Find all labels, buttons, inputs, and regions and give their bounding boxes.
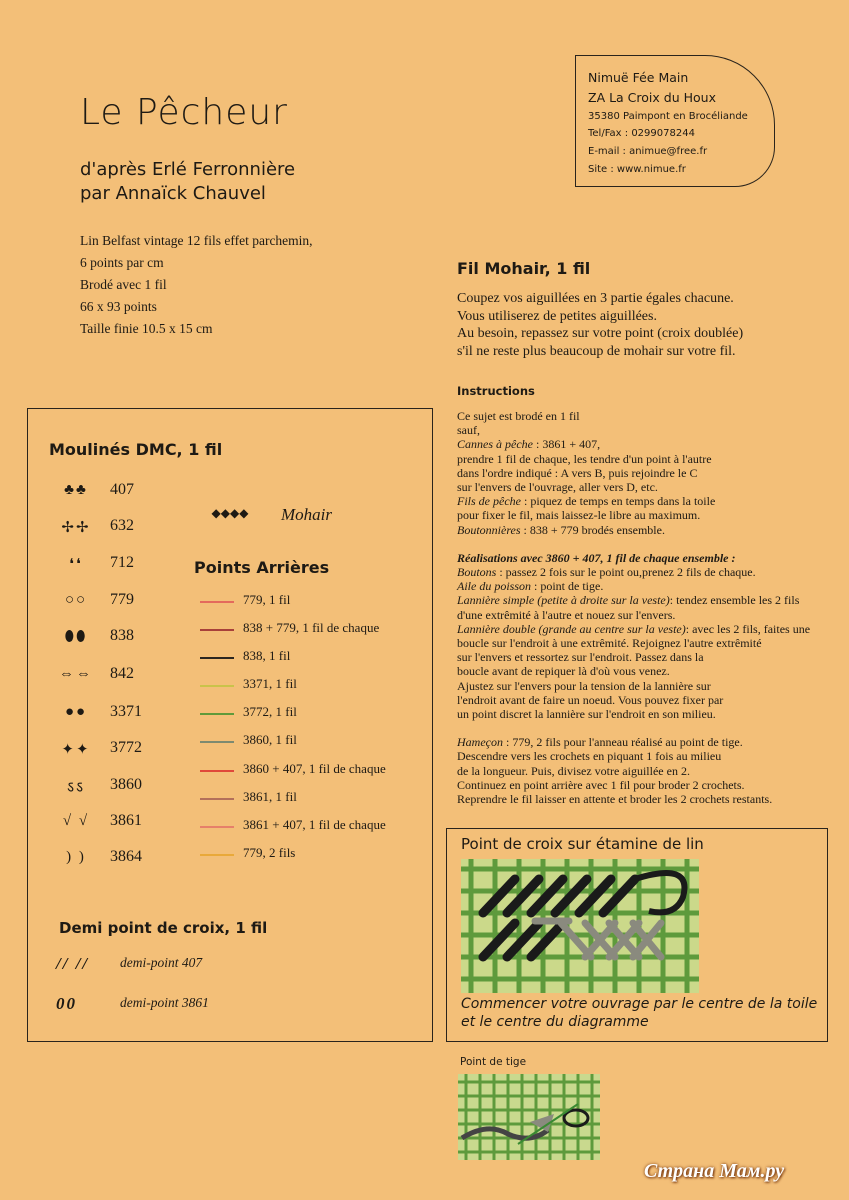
symbol-club: ♣♣ <box>64 482 88 498</box>
code-838: 838 <box>110 627 134 644</box>
instr-line: de la longueur. Puis, divisez votre aiguillée en 2. <box>457 763 690 778</box>
symbol-dot: ●● <box>64 704 88 720</box>
instr-line: prendre 1 fil de chaque, les tendre d'un point à l'autre <box>457 451 712 466</box>
instr-text: : tendez ensemble les 2 fils <box>669 593 800 608</box>
backstitch-title: Points Arrières <box>194 558 330 577</box>
symbol-oval: ⬮⬮ <box>64 629 88 645</box>
backstitch-label: 838, 1 fil <box>243 648 291 663</box>
backstitch-line <box>200 798 234 800</box>
page-title: Le Pêcheur <box>80 92 288 133</box>
address-name: Nimuë Fée Main <box>588 70 689 85</box>
address-street: ZA La Croix du Houx <box>588 90 716 105</box>
instr-label: Hameçon <box>457 735 503 750</box>
instr-subheading: Réalisations avec 3860 + 407, 1 fil de chaque ensemble : <box>457 550 736 565</box>
backstitch-line <box>200 713 234 715</box>
code-779: 779 <box>110 591 134 608</box>
subtitle-line: par Annaïck Chauvel <box>80 183 266 204</box>
instr-line: boucle sur l'endroit à une extrêmité. Rejoignez l'autre extrêmité <box>457 636 762 651</box>
address-box <box>575 55 775 187</box>
instr-line: l'endroit avant de faire un noeud. Vous pouvez fixer par <box>457 692 724 707</box>
demi-title: Demi point de croix, 1 fil <box>59 919 268 937</box>
mohair-label: Mohair <box>281 505 332 524</box>
symbol-star: ✦✦ <box>61 742 91 758</box>
instr-line <box>457 551 837 565</box>
backstitch-line <box>200 685 234 687</box>
fabric-line: Brodé avec 1 fil <box>80 277 167 292</box>
code-632: 632 <box>110 517 134 534</box>
instr-line <box>457 579 837 593</box>
mohair-text <box>457 290 827 360</box>
legend-title: Moulinés DMC, 1 fil <box>49 440 223 459</box>
demi-slash-icon: // // <box>56 954 90 973</box>
backstitch-line <box>200 826 234 828</box>
code-3371: 3371 <box>110 703 142 720</box>
code-842: 842 <box>110 665 134 682</box>
instr-line: sauf, <box>457 423 480 438</box>
instr-line <box>457 565 837 579</box>
code-3772: 3772 <box>110 739 142 756</box>
symbol-s: ऽऽ <box>66 780 85 796</box>
fabric-line: 6 points par cm <box>80 255 164 270</box>
backstitch-label: 3861, 1 fil <box>243 789 297 804</box>
instr-line: sur l'envers et ressortez sur l'endroit. Passez dans la <box>457 650 704 665</box>
instr-text: : 779, 2 fils pour l'anneau réalisé au point de tige. <box>502 735 743 750</box>
instr-text: : 838 + 779 brodés ensemble. <box>520 522 665 537</box>
backstitch-label: 3861 + 407, 1 fil de chaque <box>243 817 386 832</box>
demi-label: demi-point 3861 <box>120 995 209 1010</box>
backstitch-line <box>200 741 234 743</box>
symbol-circle: ○○ <box>64 592 88 608</box>
symbol-check: √ √ <box>62 813 90 829</box>
caption-line: et le centre du diagramme <box>461 1014 649 1030</box>
instr-label: Boutonnières <box>457 522 521 537</box>
instr-line: pour fixer le fil, mais laissez-le libre au maximum. <box>457 508 701 523</box>
cross-stitch-title: Point de croix sur étamine de lin <box>461 835 704 853</box>
symbol-drop: ❛❛ <box>69 557 83 573</box>
code-3861: 3861 <box>110 812 142 829</box>
subtitle <box>80 158 295 206</box>
backstitch-line <box>200 601 234 603</box>
instr-label: Boutons <box>457 565 497 580</box>
cross-stitch-caption <box>461 995 817 1031</box>
fabric-info <box>80 230 313 340</box>
backstitch-label: 779, 1 fil <box>243 592 291 607</box>
instr-line: un point discret la lannière sur l'endroit en son milieu. <box>457 707 716 722</box>
legend-box <box>27 408 433 1042</box>
instructions-text <box>457 409 837 806</box>
stem-stitch-title: Point de tige <box>460 1056 527 1068</box>
fabric-line: Lin Belfast vintage 12 fils effet parchemin, <box>80 233 313 248</box>
fabric-line: Taille finie 10.5 x 15 cm <box>80 321 213 336</box>
instr-label: Fils de pêche <box>457 494 521 509</box>
address-tel: Tel/Fax : 0299078244 <box>588 128 695 139</box>
instr-label: Lannière double (grande au centre sur la veste) <box>457 621 686 636</box>
backstitch-line <box>200 854 234 856</box>
instr-label: Aile du poisson <box>457 579 531 594</box>
instr-line: Descendre vers les crochets en piquant 1 fois au milieu <box>457 749 722 764</box>
instr-text: : 3861 + 407, <box>532 437 601 452</box>
instr-line: sur l'envers de l'ouvrage, aller vers D, etc. <box>457 480 658 495</box>
backstitch-line <box>200 629 234 631</box>
address-city: 35380 Paimpont en Brocéliande <box>588 111 748 122</box>
code-407: 407 <box>110 481 134 498</box>
fabric-line: 66 x 93 points <box>80 299 157 314</box>
instr-line <box>457 593 837 607</box>
subtitle-line: d'après Erlé Ferronnière <box>80 159 296 180</box>
cross-stitch-illustration <box>461 859 699 993</box>
address-email: E-mail : animue@free.fr <box>588 146 708 157</box>
instr-line: Reprendre le fil laisser en attente et broder les 2 crochets restants. <box>457 792 773 807</box>
code-712: 712 <box>110 554 134 571</box>
instr-line: boucle avant de repiquer là d'où vous venez. <box>457 664 670 679</box>
mohair-heading: Fil Mohair, 1 fil <box>457 259 591 278</box>
instr-line <box>457 523 837 537</box>
address-site: Site : www.nimue.fr <box>588 164 686 175</box>
watermark: Страна Мам.ру <box>644 1160 785 1182</box>
backstitch-label: 3772, 1 fil <box>243 704 297 719</box>
mohair-line: Au besoin, repassez sur votre point (croix doublée) <box>457 326 744 341</box>
instr-line <box>457 437 837 451</box>
instr-label: Lannière simple (petite à droite sur la veste) <box>457 593 670 608</box>
code-3864: 3864 <box>110 848 142 865</box>
symbol-paren: ) ) <box>66 849 86 865</box>
instr-line: Continuez en point arrière avec 1 fil pour broder 2 crochets. <box>457 777 745 792</box>
symbol-cross: ✢✢ <box>61 520 91 536</box>
instr-line: Ce sujet est brodé en 1 fil <box>457 409 580 423</box>
backstitch-label: 3860 + 407, 1 fil de chaque <box>243 761 386 776</box>
mohair-line: Coupez vos aiguillées en 3 partie égales chacune. <box>457 291 734 306</box>
instr-text: : piquez de temps en temps dans la toile <box>520 494 716 509</box>
instr-text: : avec les 2 fils, faites une <box>685 621 811 636</box>
instr-label: Cannes à pêche <box>457 437 533 452</box>
code-3860: 3860 <box>110 776 142 793</box>
instr-line: dans l'ordre indiqué : A vers B, puis rejoindre le C <box>457 465 698 480</box>
instr-line <box>457 494 837 508</box>
backstitch-label: 838 + 779, 1 fil de chaque <box>243 620 380 635</box>
instructions-heading: Instructions <box>457 384 535 398</box>
mohair-line: Vous utiliserez de petites aiguillées. <box>457 308 657 324</box>
backstitch-label: 3860, 1 fil <box>243 732 297 747</box>
instr-line: d'une extrêmité à l'autre et nouez sur l'envers. <box>457 607 676 622</box>
caption-line: Commencer votre ouvrage par le centre de la toile <box>461 996 818 1012</box>
mohair-line: s'il ne reste plus beaucoup de mohair sur votre fil. <box>457 343 736 359</box>
backstitch-label: 779, 2 fils <box>243 845 296 860</box>
backstitch-line <box>200 770 234 772</box>
instr-line: Ajustez sur l'envers pour la tension de la lannière sur <box>457 678 711 693</box>
instr-text: : passez 2 fois sur le point ou,prenez 2 fils de chaque. <box>496 565 756 580</box>
symbol-double-arrow: ⇔⇔ <box>59 666 93 682</box>
instr-line <box>457 735 837 749</box>
instr-line <box>457 622 837 636</box>
cross-stitch-diagram-box <box>446 828 828 1042</box>
backstitch-line <box>200 657 234 659</box>
symbol-mohair: ◆◆◆◆ <box>211 506 249 520</box>
demi-oval-icon: 00 <box>56 994 77 1013</box>
instr-text: : point de tige. <box>531 579 604 594</box>
stem-stitch-illustration <box>458 1074 600 1160</box>
demi-label: demi-point 407 <box>120 955 203 970</box>
backstitch-label: 3371, 1 fil <box>243 676 297 691</box>
